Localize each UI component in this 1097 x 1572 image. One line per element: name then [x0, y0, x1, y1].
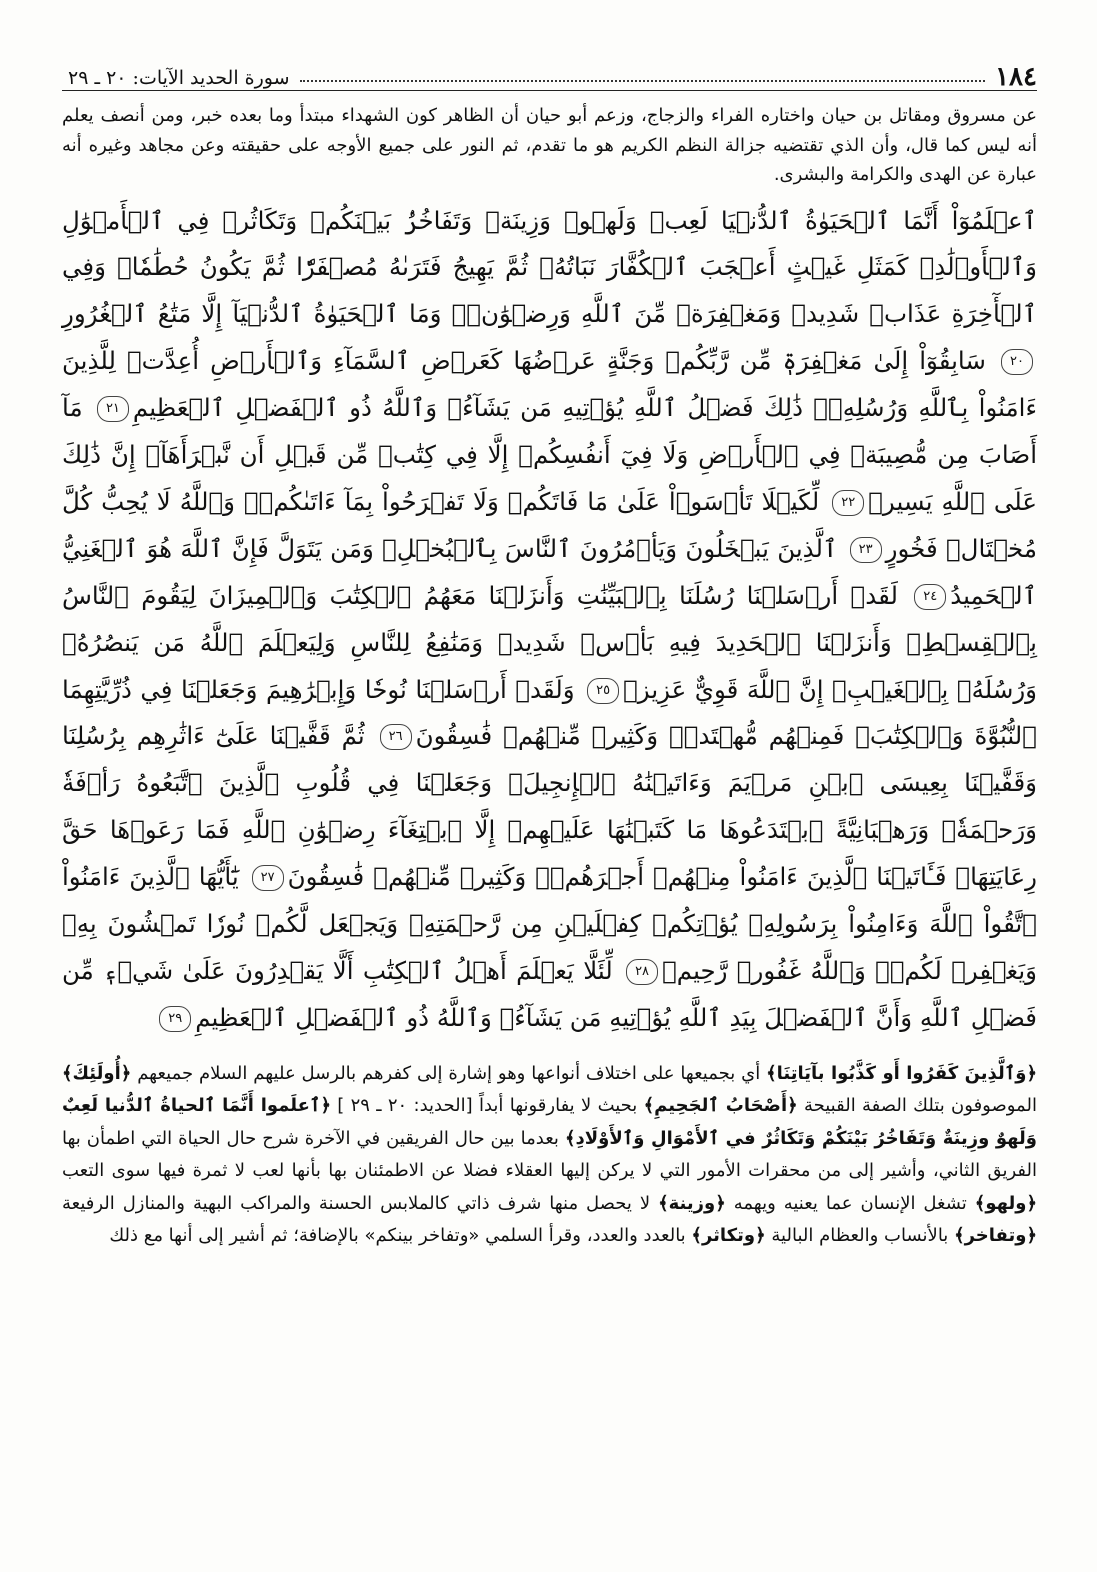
quran-quote: ﴿أُولَئِكَ﴾: [62, 1062, 132, 1084]
verse-text: لِّكَيۡلَا تَأۡسَوۡاْ عَلَىٰ مَا فَاتَكُمۡ وَلَا تَفۡرَحُواْ بِمَآ ءَاتَىٰكُمۡۗ وَٱللَّهُ لَا يُحِبُّ كُلَّ مُخۡتَالٖ فَخُورٍ: [62, 486, 1037, 563]
verse-number-marker: ٢٤: [914, 584, 946, 610]
verse-number-marker: ٢٦: [380, 724, 412, 750]
verse-number-marker: ٢٧: [252, 865, 284, 891]
commentary-text: بعدما بين حال الفريقين في الآخرة شرح حال الحياة التي اطمأن بها الفريق الثاني، وأشير إلى من محقرات الأمور التي لا يركن إليها العقلاء فضلا عن الاطمئنان بها بأنها لعب لا ثمرة فيها سوى التعب: [62, 1127, 1037, 1182]
verse-text: ثُمَّ قَفَّيۡنَا عَلَىٰٓ ءَاثَٰرِهِم بِرُسُلِنَا وَقَفَّيۡنَا بِعِيسَى ٱبۡنِ مَرۡيَمَ وَءَاتَيۡنَٰهُ ٱلۡإِنجِيلَۖ وَجَعَلۡنَا فِي قُلُوبِ ٱلَّذِينَ ٱتَّبَعُوهُ رَأۡفَةٗ وَرَحۡمَةٗۚ وَرَهۡبَانِيَّةً ٱبۡتَدَعُوهَا مَا كَتَبۡنَٰهَا عَلَيۡهِمۡ إِلَّا ٱبۡتِغَآءَ رِضۡوَٰنِ ٱللَّهِ فَمَا رَعَوۡهَا حَقَّ رِعَايَتِهَاۖ فَـَٔاتَيۡنَا ٱلَّذِينَ ءَامَنُواْ مِنۡهُمۡ أَجۡرَهُمۡۖ وَكَثِيرٞ مِّنۡهُمۡ فَٰسِقُونَ: [62, 721, 1037, 892]
verse: [62, 346, 1037, 422]
running-title: سورة الحديد الآيات: ٢٠ ـ ٢٩: [68, 67, 290, 90]
commentary-top: عن مسروق ومقاتل بن حيان واختاره الفراء والزجاج، وزعم أبو حيان أن الظاهر كون الشهداء مبتدأ وما بعده خبر، ومن أنصف يعلم أنه ليس كما قال، وأن الذي تقتضيه جزالة النظم الكريم هو ما تقدم، ثم النور على جميع الأوجه على حقيقته وعن مجاهد وغيره أنه عبارة عن الهدى والكرامة والبشرى.: [62, 105, 1037, 185]
header-dot-leader: [300, 79, 986, 82]
verse-text: لَقَدۡ أَرۡسَلۡنَا رُسُلَنَا بِٱلۡبَيِّنَٰتِ وَأَنزَلۡنَا مَعَهُمُ ٱلۡكِتَٰبَ وَٱلۡمِيزَانَ لِيَقُومَ ٱلنَّاسُ بِٱلۡقِسۡطِۖ وَأَنزَلۡنَا ٱلۡحَدِيدَ فِيهِ بَأۡسٞ شَدِيدٞ وَمَنَٰفِعُ لِلنَّاسِ وَلِيَعۡلَمَ ٱللَّهُ مَن يَنصُرُهُۥ وَرُسُلَهُۥ بِٱلۡغَيۡبِۚ إِنَّ ٱللَّهَ قَوِيٌّ عَزِيزٞ: [62, 580, 1038, 704]
verse-number-marker: ٢١: [97, 396, 129, 422]
commentary-text: أي بجميعها على اختلاف أنواعها وهو إشارة إلى كفرهم بالرسل عليهم السلام جميعهم: [137, 1062, 761, 1084]
verse-text: وَلَقَدۡ أَرۡسَلۡنَا نُوحٗا وَإِبۡرَٰهِيمَ وَجَعَلۡنَا فِي ذُرِّيَّتِهِمَا ٱلنُّبُوَّةَ وَٱلۡكِتَٰبَۖ فَمِنۡهُم مُّهۡتَدٖۖ وَكَثِيرٞ مِّنۡهُمۡ فَٰسِقُونَ: [62, 674, 1037, 751]
verse-text: يَٰٓأَيُّهَا ٱلَّذِينَ ءَامَنُواْ ٱتَّقُواْ ٱللَّهَ وَءَامِنُواْ بِرَسُولِهِۦ يُؤۡتِكُمۡ كِفۡلَيۡنِ مِن رَّحۡمَتِهِۦ وَيَجۡعَل لَّكُمۡ نُورٗا تَمۡشُونَ بِهِۦ وَيَغۡفِرۡ لَكُمۡۚ وَٱللَّهُ غَفُورٞ رَّحِيمٞ: [62, 862, 1037, 985]
commentary-text: بالأنساب والعظام البالية: [771, 1225, 949, 1247]
verse-text: لِّئَلَّا يَعۡلَمَ أَهۡلُ ٱلۡكِتَٰبِ أَلَّا يَقۡدِرُونَ عَلَىٰ شَيۡءٖ مِّن فَضۡلِ ٱللَّهِ وَأَنَّ ٱلۡفَضۡلَ بِيَدِ ٱللَّهِ يُؤۡتِيهِ مَن يَشَآءُۚ وَٱللَّهُ ذُو ٱلۡفَضۡلِ ٱلۡعَظِيمِ: [62, 956, 1037, 1032]
verse-text: ٱلَّذِينَ يَبۡخَلُونَ وَيَأۡمُرُونَ ٱلنَّاسَ بِٱلۡبُخۡلِۗ وَمَن يَتَوَلَّ فَإِنَّ ٱللَّهَ هُوَ ٱلۡغَنِيُّ ٱلۡحَمِيدُ: [62, 533, 1037, 610]
quran-quote: ﴿ٱعلَموا أَنَّمَا ٱلحياةُ ٱلدُّنيا لَعِبٌ وَلَهوٌ وزِينَةٌ وَتَفَاخُرُ بَيْنَكُمْ وَتَكَاثُرٌ في ٱلأَمْوَالِ وَٱلأَوْلَادِ﴾: [62, 1095, 1037, 1149]
verse-text: مَآ أَصَابَ مِن مُّصِيبَةٖ فِي ٱلۡأَرۡضِ وَلَا فِيٓ أَنفُسِكُمۡ إِلَّا فِي كِتَٰبٖ مِّن قَبۡلِ أَن نَّبۡرَأَهَآۚ إِنَّ ذَٰلِكَ عَلَى ٱللَّهِ يَسِيرٞ: [62, 393, 1037, 516]
running-header: [62, 50, 1037, 91]
commentary-text: بالعدد والعدد، وقرأ السلمي «وتفاخر بينكم» بالإضافة؛ ثم أشير إلى أنها مع ذلك: [109, 1225, 686, 1247]
verse-number-marker: ٢٥: [587, 678, 619, 704]
quran-quote: ﴿وتكاثر﴾: [691, 1225, 766, 1247]
verse-text: ٱعۡلَمُوٓاْ أَنَّمَا ٱلۡحَيَوٰةُ ٱلدُّنۡيَا لَعِبٞ وَلَهۡوٞ وَزِينَةٞ وَتَفَاخُرُۢ بَيۡنَكُمۡ وَتَكَاثُرٞ فِي ٱلۡأَمۡوَٰلِ وَٱلۡأَوۡلَٰدِۖ كَمَثَلِ غَيۡثٍ أَعۡجَبَ ٱلۡكُفَّارَ نَبَاتُهُۥ ثُمَّ يَهِيجُ فَتَرَىٰهُ مُصۡفَرّٗا ثُمَّ يَكُونُ حُطَٰمٗاۖ وَفِي ٱلۡأٓخِرَةِ عَذَابٞ شَدِيدٞ وَمَغۡفِرَةٞ مِّنَ ٱللَّهِ وَرِضۡوَٰنٞۚ وَمَا ٱلۡحَيَوٰةُ ٱلدُّنۡيَآ إِلَّا مَتَٰعُ ٱلۡغُرُورِ: [62, 205, 1037, 329]
verse-reference: [الحديد: ٢٠ ـ ٢٩ ]: [337, 1095, 473, 1117]
verse-number-marker: ٢٠: [1001, 349, 1033, 375]
quran-quote: ﴿أَصْحَابُ ٱلجَحِيمِ﴾: [643, 1095, 798, 1117]
verse-number-marker: ٢٣: [850, 537, 882, 563]
quran-quote: ﴿وَٱلَّذِينَ كَفَرُوا أَو كَذَّبُوا بآيَاتِنَا﴾: [766, 1062, 1037, 1084]
commentary-text: لا يحصل منها شرف ذاتي كالملابس الحسنة والمراكب البهية والمنازل الرفيعة: [62, 1192, 651, 1214]
quran-quote: ﴿ولهو﴾: [974, 1192, 1037, 1214]
quran-quote: ﴿وتفاخر﴾: [954, 1225, 1037, 1247]
commentary-text: تشغل الإنسان عما يعنيه ويهمه: [733, 1192, 967, 1214]
verse-number-marker: ٢٨: [626, 959, 658, 985]
page: [62, 50, 1037, 1525]
verse-number-marker: ٢٩: [159, 1006, 191, 1032]
tafsir-commentary: [62, 1058, 1037, 1253]
verse-number-marker: ٢٢: [832, 490, 864, 516]
verse-text: سَابِقُوٓاْ إِلَىٰ مَغۡفِرَةٖ مِّن رَّبِّكُمۡ وَجَنَّةٍ عَرۡضُهَا كَعَرۡضِ ٱلسَّمَآءِ وَٱلۡأَرۡضِ أُعِدَّتۡ لِلَّذِينَ ءَامَنُواْ بِٱللَّهِ وَرُسُلِهِۦۚ ذَٰلِكَ فَضۡلُ ٱللَّهِ يُؤۡتِيهِ مَن يَشَآءُۚ وَٱللَّهُ ذُو ٱلۡفَضۡلِ ٱلۡعَظِيمِ: [62, 346, 1037, 423]
page-number: ١٨٤: [995, 62, 1037, 92]
quran-verses-block: [62, 198, 1037, 1042]
commentary-text: بحيث لا يفارقونها أبداً: [478, 1095, 638, 1117]
quran-quote: ﴿وزينة﴾: [658, 1192, 726, 1214]
commentary-text: الموصوفون بتلك الصفة القبيحة: [803, 1095, 1037, 1117]
